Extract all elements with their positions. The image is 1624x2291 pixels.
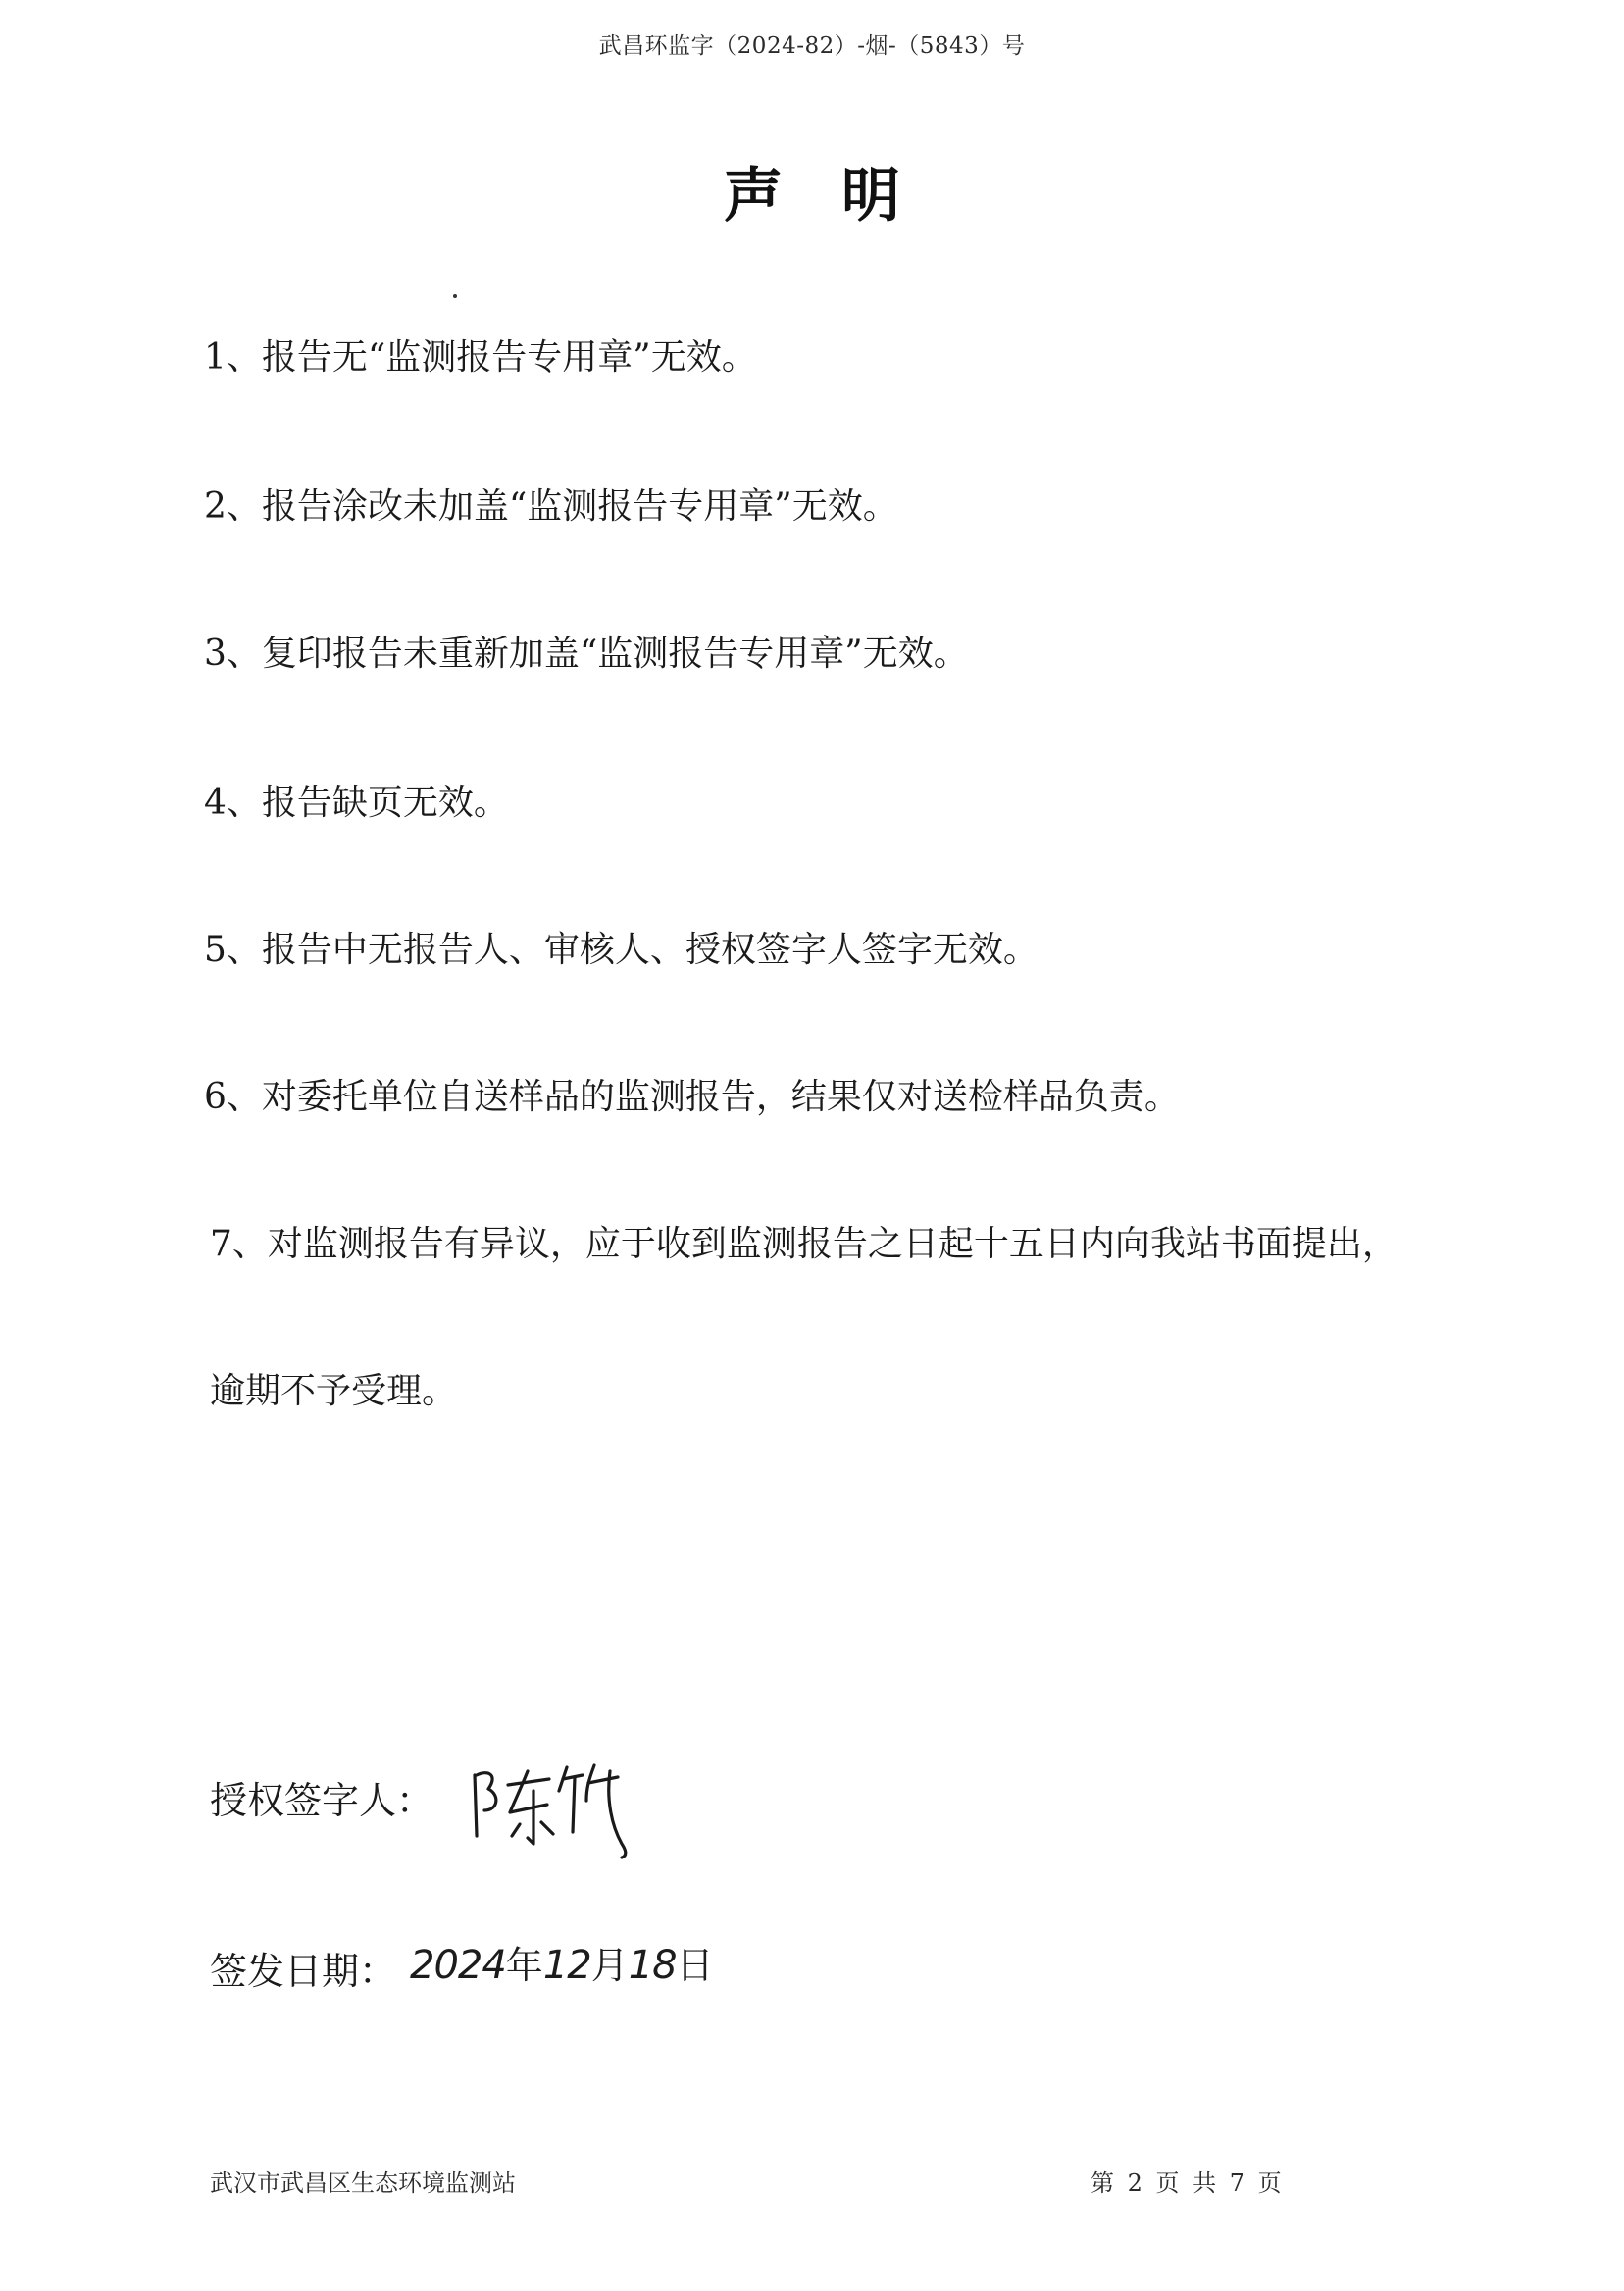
clause-3: 3、复印报告未重新加盖“监测报告专用章”无效。 — [204, 634, 969, 674]
issue-date-label: 签发日期： — [210, 1950, 397, 1993]
footer-page-number: 第 2 页 共 7 页 — [1091, 2169, 1282, 2197]
signatory-label: 授权签字人： — [210, 1779, 434, 1822]
issue-date-value — [410, 1938, 714, 1993]
issue-date-month-suffix: 月 — [590, 1944, 629, 1987]
footer-station-name: 武汉市武昌区生态环境监测站 — [210, 2169, 516, 2197]
report-number: 武昌环监字（2024-82）-烟-（5843）号 — [598, 33, 1026, 59]
clause-7-continued: 逾期不予受理。 — [210, 1371, 458, 1411]
clause-7: 7、对监测报告有异议，应于收到监测报告之日起十五日内向我站书面提出， — [210, 1224, 1397, 1264]
issue-date-day-suffix: 日 — [676, 1944, 714, 1987]
clause-6: 6、对委托单位自送样品的监测报告，结果仅对送检样品负责。 — [204, 1077, 1180, 1117]
clause-4: 4、报告缺页无效。 — [204, 783, 509, 823]
clause-5: 5、报告中无报告人、审核人、授权签字人签字无效。 — [204, 930, 1039, 970]
scan-speck — [453, 294, 457, 298]
handwritten-signature — [465, 1742, 645, 1859]
issue-date-year: 2024 — [410, 1943, 506, 1988]
issue-date-year-suffix: 年 — [505, 1944, 543, 1987]
clause-2: 2、报告涂改未加盖“监测报告专用章”无效。 — [204, 486, 898, 527]
page-title: 声明 — [724, 162, 959, 230]
issue-date-day: 18 — [628, 1943, 677, 1988]
issue-date-month: 12 — [542, 1943, 591, 1988]
clause-1: 1、报告无“监测报告专用章”无效。 — [204, 337, 757, 378]
